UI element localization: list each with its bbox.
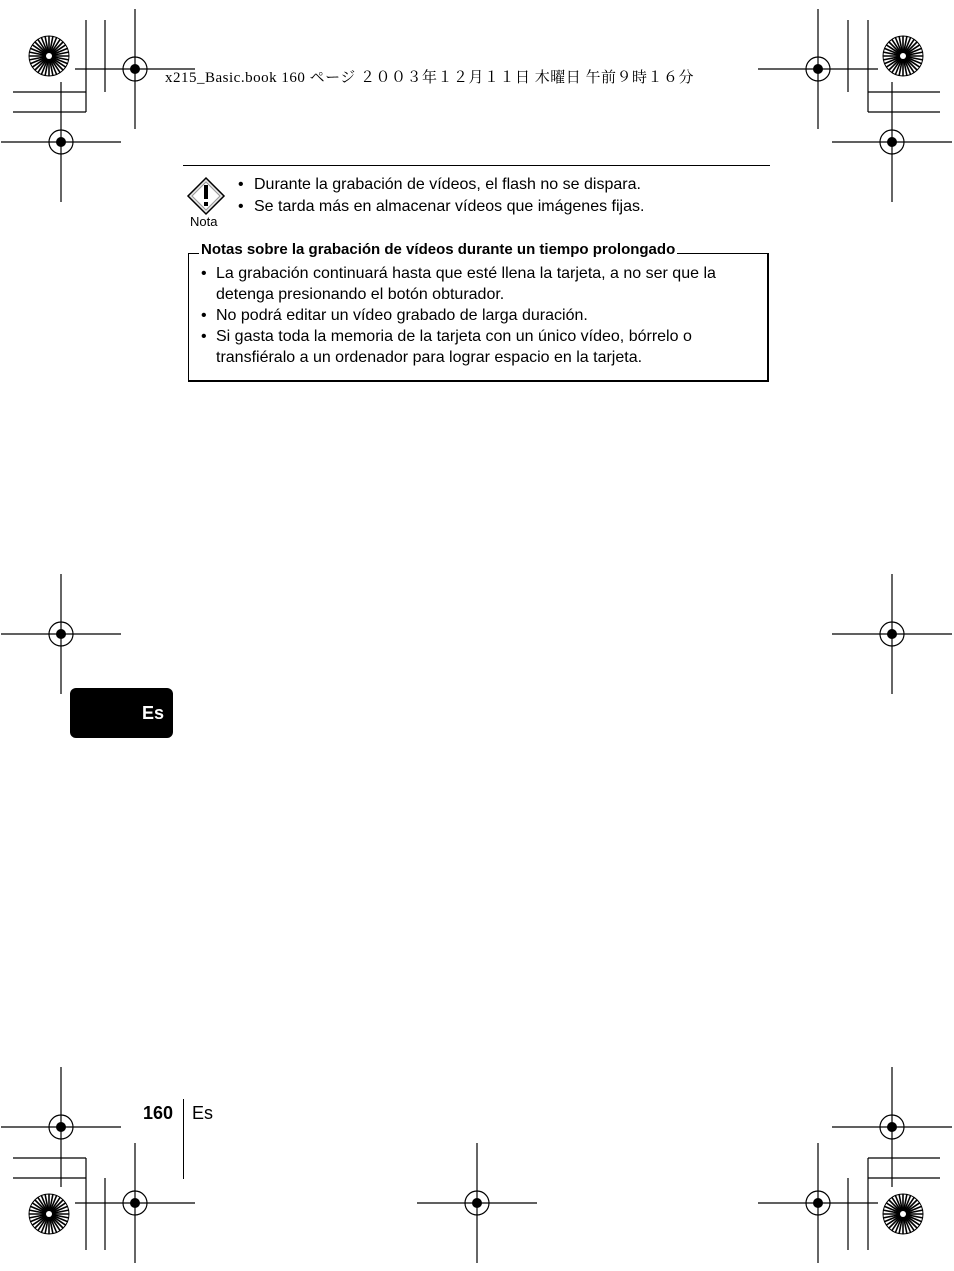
registration-crosshair-icon (1, 1067, 121, 1187)
footer-divider (183, 1099, 184, 1179)
starburst-target-icon (29, 1194, 69, 1234)
section-rule (183, 165, 770, 166)
list-item: • Durante la grabación de vídeos, el flash no se dispara. (238, 174, 644, 196)
list-item: • Se tarda más en almacenar vídeos que imágenes fijas. (238, 196, 644, 218)
tips-list (201, 263, 756, 368)
registration-crosshair-icon (417, 1143, 537, 1263)
language-tab: Es (70, 688, 173, 738)
list-item: • Si gasta toda la memoria de la tarjeta con un único vídeo, bórrelo o transfiéralo a un ordenador para lograr espacio en la tarjeta. (201, 326, 756, 368)
registration-crosshair-icon (758, 1143, 878, 1263)
tips-box-title: Notas sobre la grabación de vídeos durante un tiempo prolongado (201, 241, 676, 258)
starburst-target-icon (29, 36, 69, 76)
registration-crosshair-icon (1, 574, 121, 694)
list-item: • La grabación continuará hasta que esté llena la tarjeta, a no ser que la detenga presionando el botón obturador. (201, 263, 756, 305)
list-item: • No podrá editar un vídeo grabado de larga duración. (201, 305, 756, 326)
note-list (238, 174, 644, 218)
starburst-target-icon (883, 36, 923, 76)
registration-crosshair-icon (832, 1067, 952, 1187)
page-number: 160 (143, 1103, 174, 1123)
registration-crosshair-icon (832, 82, 952, 202)
registration-crosshair-icon (75, 1143, 195, 1263)
print-slug: x215_Basic.book 160 ページ ２００３年１２月１１日 木曜日 午前９時１６分 (165, 70, 695, 86)
registration-crosshair-icon (1, 82, 121, 202)
caution-diamond-icon (186, 176, 226, 216)
starburst-target-icon (883, 1194, 923, 1234)
footer-language: Es (192, 1103, 214, 1123)
registration-crosshair-icon (832, 574, 952, 694)
note-label: Nota (190, 214, 218, 229)
